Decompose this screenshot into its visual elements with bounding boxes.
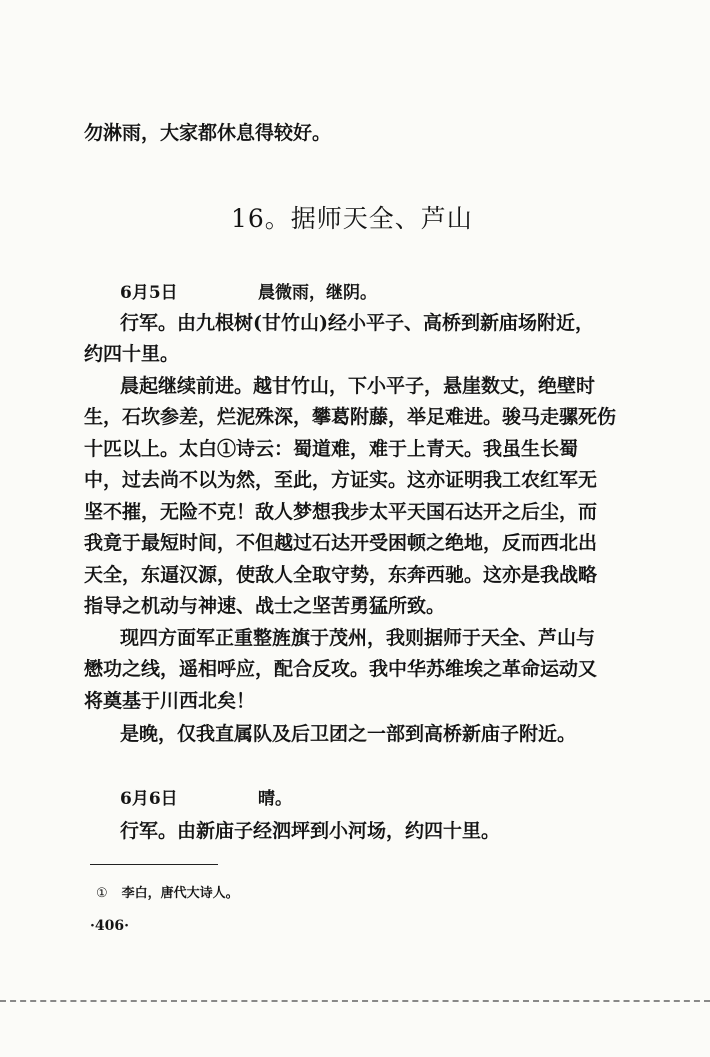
text-line: 生，石坎参差，烂泥殊深，攀葛附藤，举足难进。骏马走骡死伤 <box>84 406 617 428</box>
text-line: 现四方面军正重整旌旗于茂州，我则据师于天全、芦山与 <box>120 627 596 649</box>
text-line: 中，过去尚不以为然，至此，方证实。这亦证明我工农红军无 <box>84 469 598 491</box>
text-line: 勿淋雨，大家都休息得较好。 <box>84 122 332 144</box>
text-line: 将奠基于川西北矣！ <box>84 690 256 712</box>
footnote <box>96 884 239 904</box>
diary-entry-header <box>120 281 377 305</box>
text-line: 晨起继续前进。越甘竹山，下小平子，悬崖数丈，绝壁时 <box>120 375 596 397</box>
entry-weather: 晴。 <box>258 789 292 809</box>
footnote-text: 李白，唐代大诗人。 <box>121 886 239 901</box>
text-line: 我竟于最短时间，不但越过石达开受困顿之绝地，反而西北出 <box>84 532 598 554</box>
text-line: 天全，东逼汉源，使敌人全取守势，东奔西驰。这亦是我战略 <box>84 564 598 586</box>
text-line: 是晚，仅我直属队及后卫团之一部到高桥新庙子附近。 <box>120 723 577 745</box>
text-line: 十匹以上。太白①诗云：蜀道难，难于上青天。我虽生长蜀 <box>84 438 579 460</box>
scan-edge-divider <box>0 1000 710 1002</box>
entry-date: 6月5日 <box>120 283 178 303</box>
text-line: 指导之机动与神速、战士之坚苦勇猛所致。 <box>84 595 446 617</box>
footnote-rule <box>90 864 218 865</box>
entry-weather: 晨微雨，继阴。 <box>258 283 377 303</box>
footnote-marker: ① <box>96 886 108 901</box>
text-line: 懋功之线，遥相呼应，配合反攻。我中华苏维埃之革命运动又 <box>84 658 598 680</box>
diary-entry-header <box>120 787 292 811</box>
text-line: 约四十里。 <box>84 343 180 365</box>
text-line: 坚不摧，无险不克！敌人梦想我步太平天国石达开之后尘，而 <box>84 501 598 523</box>
page-number: ·406· <box>90 918 129 934</box>
text-line: 行军。由九根树(甘竹山)经小平子、高桥到新庙场附近， <box>120 312 594 334</box>
text-line: 行军。由新庙子经泗坪到小河场，约四十里。 <box>120 820 501 842</box>
entry-date: 6月6日 <box>120 789 178 809</box>
chapter-title: 16。据师天全、芦山 <box>231 204 473 233</box>
